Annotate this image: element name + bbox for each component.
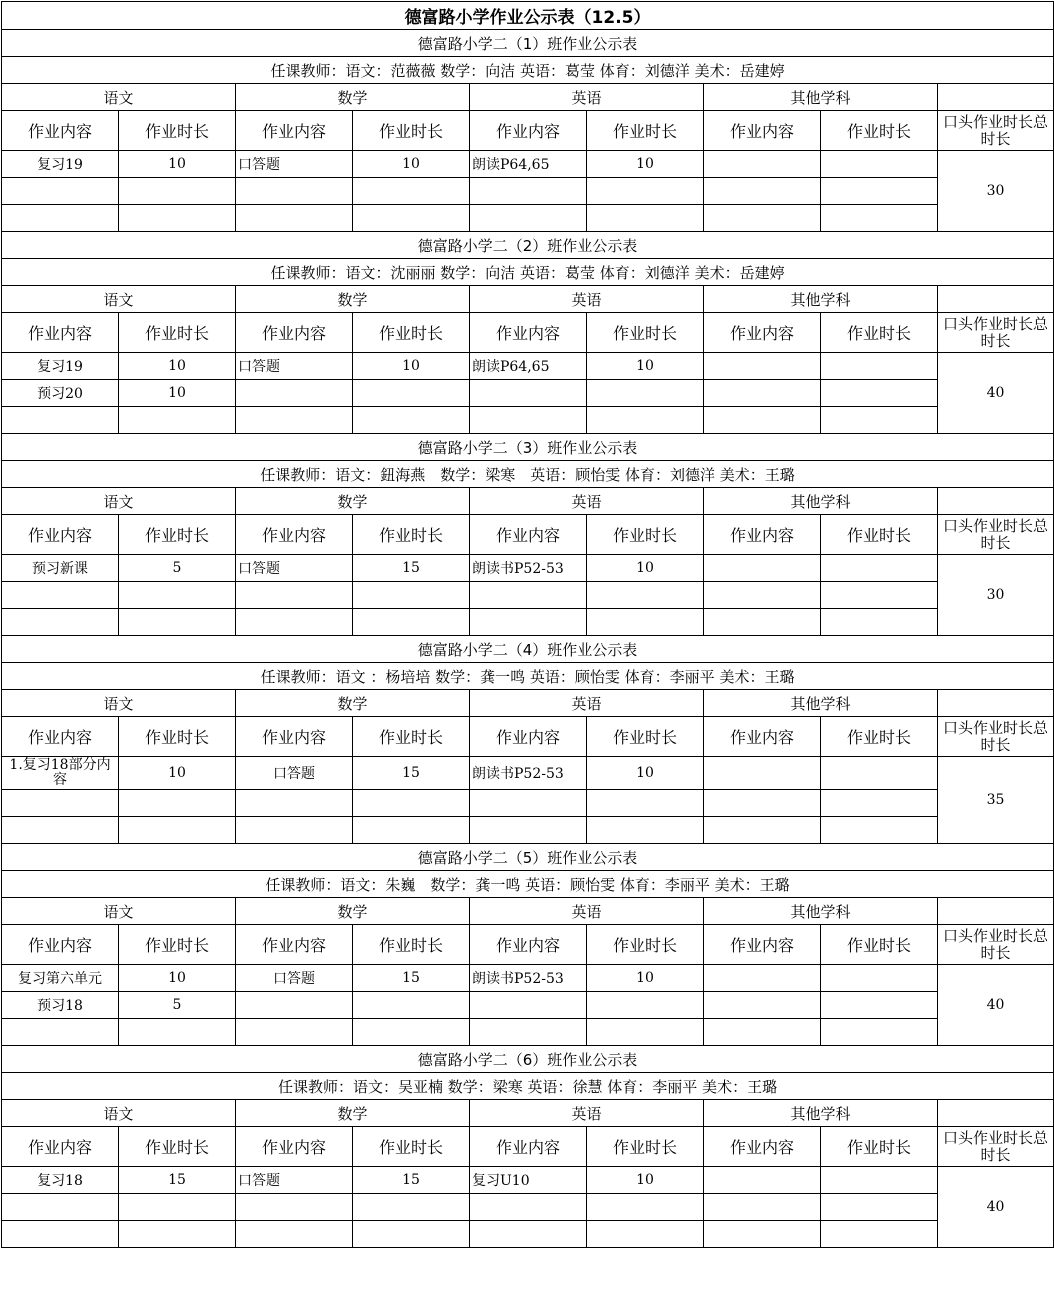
table-cell: [821, 992, 938, 1019]
content-header: 作业内容: [704, 111, 821, 151]
content-header: 作业内容: [236, 313, 353, 353]
teacher-row: [2, 259, 1054, 286]
homework-table: [1, 1, 1054, 1248]
table-cell: 朗读P64,65: [470, 151, 587, 178]
oral-total-header: 口头作业时长总时长: [938, 313, 1054, 353]
table-cell: [821, 609, 938, 636]
table-cell: [2, 407, 119, 434]
table-cell: 预习18: [2, 992, 119, 1019]
table-row: [2, 609, 1054, 636]
oral-total-header: 口头作业时长总时长: [938, 515, 1054, 555]
table-cell: 5: [119, 992, 236, 1019]
table-cell: [470, 205, 587, 232]
table-cell: [821, 380, 938, 407]
table-cell: [587, 380, 704, 407]
table-cell: [236, 205, 353, 232]
oral-total-value: 30: [938, 151, 1054, 232]
subject-other: 其他学科: [704, 898, 938, 925]
table-cell: [587, 817, 704, 844]
table-cell: [587, 582, 704, 609]
class-banner: 德富路小学二（4）班作业公示表: [2, 636, 1054, 663]
duration-header: 作业时长: [821, 925, 938, 965]
table-cell: [2, 609, 119, 636]
table-cell: 复习第六单元: [2, 965, 119, 992]
table-cell: 口答题: [236, 1167, 353, 1194]
page-title: 德富路小学作业公示表（12.5）: [2, 2, 1054, 30]
subject-header-row: [2, 286, 1054, 313]
table-cell: [587, 407, 704, 434]
content-header: 作业内容: [704, 717, 821, 757]
duration-header: 作业时长: [353, 515, 470, 555]
content-header: 作业内容: [704, 313, 821, 353]
table-row: [2, 151, 1054, 178]
table-row: [2, 407, 1054, 434]
subject-empty: [938, 1100, 1054, 1127]
teacher-row: [2, 663, 1054, 690]
table-cell: [470, 1019, 587, 1046]
table-cell: [587, 178, 704, 205]
table-row: [2, 1221, 1054, 1248]
content-header: 作业内容: [2, 925, 119, 965]
duration-header: 作业时长: [353, 925, 470, 965]
content-header: 作业内容: [704, 515, 821, 555]
table-cell: [704, 407, 821, 434]
table-cell: [119, 178, 236, 205]
table-cell: [236, 790, 353, 817]
title-row: [2, 2, 1054, 30]
table-cell: [587, 790, 704, 817]
subject-other: 其他学科: [704, 690, 938, 717]
table-cell: [821, 1194, 938, 1221]
table-cell: [470, 992, 587, 1019]
subject-math: 数学: [236, 84, 470, 111]
teacher-row: [2, 1073, 1054, 1100]
table-cell: [353, 817, 470, 844]
subject-header-row: [2, 690, 1054, 717]
table-cell: 15: [353, 1167, 470, 1194]
duration-header: 作业时长: [119, 515, 236, 555]
subject-chinese: 语文: [2, 690, 236, 717]
class-banner-row: [2, 434, 1054, 461]
table-cell: [704, 757, 821, 790]
subject-math: 数学: [236, 690, 470, 717]
table-row: [2, 757, 1054, 790]
table-cell: [587, 992, 704, 1019]
oral-total-header: 口头作业时长总时长: [938, 111, 1054, 151]
table-row: [2, 817, 1054, 844]
table-cell: [119, 205, 236, 232]
table-cell: [704, 790, 821, 817]
table-cell: 10: [119, 151, 236, 178]
content-header: 作业内容: [470, 1127, 587, 1167]
table-cell: 10: [119, 380, 236, 407]
subject-chinese: 语文: [2, 286, 236, 313]
table-row: [2, 555, 1054, 582]
table-cell: [353, 992, 470, 1019]
column-header-row: [2, 717, 1054, 757]
duration-header: 作业时长: [587, 111, 704, 151]
subject-empty: [938, 84, 1054, 111]
table-cell: [470, 817, 587, 844]
content-header: 作业内容: [236, 717, 353, 757]
oral-total-value: 40: [938, 1167, 1054, 1248]
table-cell: [353, 582, 470, 609]
table-cell: 朗读书P52-53: [470, 965, 587, 992]
table-cell: [821, 582, 938, 609]
table-cell: [704, 205, 821, 232]
duration-header: 作业时长: [353, 111, 470, 151]
duration-header: 作业时长: [821, 717, 938, 757]
column-header-row: [2, 515, 1054, 555]
table-cell: [821, 757, 938, 790]
column-header-row: [2, 1127, 1054, 1167]
table-cell: [821, 178, 938, 205]
table-cell: [353, 1019, 470, 1046]
table-cell: [119, 817, 236, 844]
column-header-row: [2, 313, 1054, 353]
table-cell: [704, 1167, 821, 1194]
table-cell: [704, 609, 821, 636]
table-cell: 口答题: [236, 151, 353, 178]
table-cell: [587, 1221, 704, 1248]
subject-chinese: 语文: [2, 898, 236, 925]
table-cell: [353, 1221, 470, 1248]
subject-english: 英语: [470, 1100, 704, 1127]
subject-english: 英语: [470, 286, 704, 313]
duration-header: 作业时长: [587, 313, 704, 353]
table-cell: [236, 582, 353, 609]
table-row: [2, 1019, 1054, 1046]
table-cell: 15: [353, 555, 470, 582]
duration-header: 作业时长: [821, 111, 938, 151]
table-cell: 朗读书P52-53: [470, 555, 587, 582]
duration-header: 作业时长: [119, 111, 236, 151]
table-cell: [353, 609, 470, 636]
teacher-row: [2, 461, 1054, 488]
subject-math: 数学: [236, 488, 470, 515]
subject-chinese: 语文: [2, 84, 236, 111]
table-cell: [236, 1019, 353, 1046]
table-row: [2, 1194, 1054, 1221]
table-cell: 口答题: [236, 555, 353, 582]
teacher-list: 任课教师：语文：沈丽丽 数学：向洁 英语：葛莹 体育：刘德洋 美术：岳建婷: [2, 259, 1054, 286]
duration-header: 作业时长: [821, 515, 938, 555]
table-cell: [2, 205, 119, 232]
table-cell: [821, 1019, 938, 1046]
subject-english: 英语: [470, 488, 704, 515]
oral-total-value: 35: [938, 757, 1054, 844]
table-cell: [236, 178, 353, 205]
table-cell: [2, 1194, 119, 1221]
table-row: [2, 1167, 1054, 1194]
table-cell: [470, 178, 587, 205]
table-cell: [119, 582, 236, 609]
table-cell: 复习U10: [470, 1167, 587, 1194]
table-cell: 预习新课: [2, 555, 119, 582]
table-cell: [704, 178, 821, 205]
oral-total-header: 口头作业时长总时长: [938, 717, 1054, 757]
subject-other: 其他学科: [704, 286, 938, 313]
table-cell: [821, 965, 938, 992]
teacher-list: 任课教师：语文：范薇薇 数学：向洁 英语：葛莹 体育：刘德洋 美术：岳建婷: [2, 57, 1054, 84]
table-cell: [821, 555, 938, 582]
subject-english: 英语: [470, 898, 704, 925]
table-cell: 朗读书P52-53: [470, 757, 587, 790]
table-cell: 10: [587, 151, 704, 178]
subject-header-row: [2, 84, 1054, 111]
table-cell: [704, 555, 821, 582]
class-banner-row: [2, 30, 1054, 57]
table-cell: [704, 1221, 821, 1248]
table-cell: [2, 582, 119, 609]
table-cell: [2, 790, 119, 817]
table-cell: [704, 353, 821, 380]
class-banner: 德富路小学二（1）班作业公示表: [2, 30, 1054, 57]
teacher-row: [2, 57, 1054, 84]
table-cell: 复习19: [2, 353, 119, 380]
duration-header: 作业时长: [119, 313, 236, 353]
table-row: [2, 178, 1054, 205]
table-cell: [704, 1019, 821, 1046]
teacher-list: 任课教师：语文 ：杨培培 数学：龚一鸣 英语：顾怡雯 体育：李丽平 美术：王璐: [2, 663, 1054, 690]
class-banner-row: [2, 844, 1054, 871]
table-cell: [470, 407, 587, 434]
subject-other: 其他学科: [704, 1100, 938, 1127]
class-banner-row: [2, 636, 1054, 663]
content-header: 作业内容: [470, 515, 587, 555]
table-cell: [353, 380, 470, 407]
table-cell: [821, 205, 938, 232]
table-cell: [353, 205, 470, 232]
table-cell: [704, 151, 821, 178]
subject-math: 数学: [236, 286, 470, 313]
class-banner-row: [2, 1046, 1054, 1073]
table-cell: [587, 205, 704, 232]
table-cell: [587, 1019, 704, 1046]
duration-header: 作业时长: [821, 313, 938, 353]
teacher-list: 任课教师：语文：鈕海燕 数学：梁寒 英语：顾怡雯 体育：刘德洋 美术：王璐: [2, 461, 1054, 488]
table-cell: 10: [587, 353, 704, 380]
table-cell: [821, 817, 938, 844]
teacher-row: [2, 871, 1054, 898]
subject-math: 数学: [236, 898, 470, 925]
table-cell: 口答题: [236, 353, 353, 380]
table-cell: [236, 609, 353, 636]
oral-total-value: 40: [938, 353, 1054, 434]
table-cell: [236, 1194, 353, 1221]
table-row: [2, 582, 1054, 609]
content-header: 作业内容: [470, 925, 587, 965]
table-cell: 口答题: [236, 965, 353, 992]
duration-header: 作业时长: [353, 313, 470, 353]
content-header: 作业内容: [470, 111, 587, 151]
table-cell: [821, 1221, 938, 1248]
duration-header: 作业时长: [587, 1127, 704, 1167]
table-cell: [704, 380, 821, 407]
table-cell: 10: [119, 757, 236, 790]
table-cell: 10: [353, 151, 470, 178]
content-header: 作业内容: [2, 1127, 119, 1167]
class-banner: 德富路小学二（5）班作业公示表: [2, 844, 1054, 871]
duration-header: 作业时长: [587, 925, 704, 965]
subject-empty: [938, 898, 1054, 925]
table-cell: [236, 817, 353, 844]
table-cell: [353, 1194, 470, 1221]
table-cell: 10: [587, 1167, 704, 1194]
table-cell: [353, 178, 470, 205]
subject-math: 数学: [236, 1100, 470, 1127]
subject-other: 其他学科: [704, 84, 938, 111]
subject-other: 其他学科: [704, 488, 938, 515]
table-row: [2, 790, 1054, 817]
table-cell: 15: [353, 757, 470, 790]
duration-header: 作业时长: [119, 925, 236, 965]
table-cell: [236, 380, 353, 407]
subject-empty: [938, 488, 1054, 515]
table-cell: [470, 790, 587, 817]
duration-header: 作业时长: [353, 717, 470, 757]
table-cell: 复习18: [2, 1167, 119, 1194]
subject-header-row: [2, 488, 1054, 515]
content-header: 作业内容: [704, 1127, 821, 1167]
teacher-list: 任课教师：语文：吴亚楠 数学：梁寒 英语：徐慧 体育：李丽平 美术：王璐: [2, 1073, 1054, 1100]
table-cell: 10: [587, 555, 704, 582]
oral-total-header: 口头作业时长总时长: [938, 925, 1054, 965]
table-cell: 复习19: [2, 151, 119, 178]
table-cell: [470, 582, 587, 609]
table-cell: [821, 790, 938, 817]
table-cell: 10: [587, 965, 704, 992]
table-cell: [470, 609, 587, 636]
table-cell: 10: [119, 353, 236, 380]
content-header: 作业内容: [704, 925, 821, 965]
table-cell: [2, 178, 119, 205]
subject-header-row: [2, 1100, 1054, 1127]
table-cell: [353, 407, 470, 434]
table-cell: [119, 1221, 236, 1248]
content-header: 作业内容: [236, 925, 353, 965]
table-cell: [119, 790, 236, 817]
table-cell: 口答题: [236, 757, 353, 790]
table-cell: [353, 790, 470, 817]
table-cell: [704, 965, 821, 992]
table-cell: [470, 380, 587, 407]
oral-total-value: 30: [938, 555, 1054, 636]
table-cell: 10: [587, 757, 704, 790]
table-cell: [119, 1194, 236, 1221]
content-header: 作业内容: [470, 313, 587, 353]
duration-header: 作业时长: [587, 717, 704, 757]
table-cell: [236, 1221, 353, 1248]
content-header: 作业内容: [2, 717, 119, 757]
subject-english: 英语: [470, 690, 704, 717]
table-row: [2, 380, 1054, 407]
table-cell: [236, 407, 353, 434]
subject-english: 英语: [470, 84, 704, 111]
class-banner: 德富路小学二（3）班作业公示表: [2, 434, 1054, 461]
table-cell: [470, 1194, 587, 1221]
table-cell: [236, 992, 353, 1019]
table-cell: [704, 582, 821, 609]
table-cell: 朗读P64,65: [470, 353, 587, 380]
content-header: 作业内容: [470, 717, 587, 757]
class-banner-row: [2, 232, 1054, 259]
content-header: 作业内容: [236, 1127, 353, 1167]
subject-chinese: 语文: [2, 488, 236, 515]
duration-header: 作业时长: [587, 515, 704, 555]
content-header: 作业内容: [236, 111, 353, 151]
subject-header-row: [2, 898, 1054, 925]
content-header: 作业内容: [2, 515, 119, 555]
table-cell: 10: [119, 965, 236, 992]
table-cell: 15: [353, 965, 470, 992]
column-header-row: [2, 925, 1054, 965]
table-cell: [704, 1194, 821, 1221]
table-cell: 1.复习18部分内容: [2, 757, 119, 790]
table-cell: [821, 1167, 938, 1194]
table-row: [2, 992, 1054, 1019]
table-cell: [821, 353, 938, 380]
table-cell: 预习20: [2, 380, 119, 407]
duration-header: 作业时长: [821, 1127, 938, 1167]
table-cell: [821, 151, 938, 178]
class-banner: 德富路小学二（2）班作业公示表: [2, 232, 1054, 259]
table-cell: [2, 1019, 119, 1046]
table-cell: [821, 407, 938, 434]
content-header: 作业内容: [2, 313, 119, 353]
duration-header: 作业时长: [353, 1127, 470, 1167]
duration-header: 作业时长: [119, 717, 236, 757]
table-cell: [2, 817, 119, 844]
oral-total-value: 40: [938, 965, 1054, 1046]
table-cell: [119, 1019, 236, 1046]
class-banner: 德富路小学二（6）班作业公示表: [2, 1046, 1054, 1073]
table-cell: [704, 992, 821, 1019]
table-cell: 15: [119, 1167, 236, 1194]
table-cell: 10: [353, 353, 470, 380]
table-row: [2, 965, 1054, 992]
table-cell: [470, 1221, 587, 1248]
table-cell: 5: [119, 555, 236, 582]
table-row: [2, 353, 1054, 380]
table-cell: [704, 817, 821, 844]
teacher-list: 任课教师：语文：朱巍 数学：龚一鸣 英语：顾怡雯 体育：李丽平 美术：王璐: [2, 871, 1054, 898]
column-header-row: [2, 111, 1054, 151]
table-cell: [2, 1221, 119, 1248]
content-header: 作业内容: [236, 515, 353, 555]
subject-empty: [938, 690, 1054, 717]
table-cell: [587, 609, 704, 636]
table-cell: [119, 609, 236, 636]
oral-total-header: 口头作业时长总时长: [938, 1127, 1054, 1167]
table-row: [2, 205, 1054, 232]
table-cell: [587, 1194, 704, 1221]
subject-empty: [938, 286, 1054, 313]
table-cell: [119, 407, 236, 434]
content-header: 作业内容: [2, 111, 119, 151]
subject-chinese: 语文: [2, 1100, 236, 1127]
duration-header: 作业时长: [119, 1127, 236, 1167]
